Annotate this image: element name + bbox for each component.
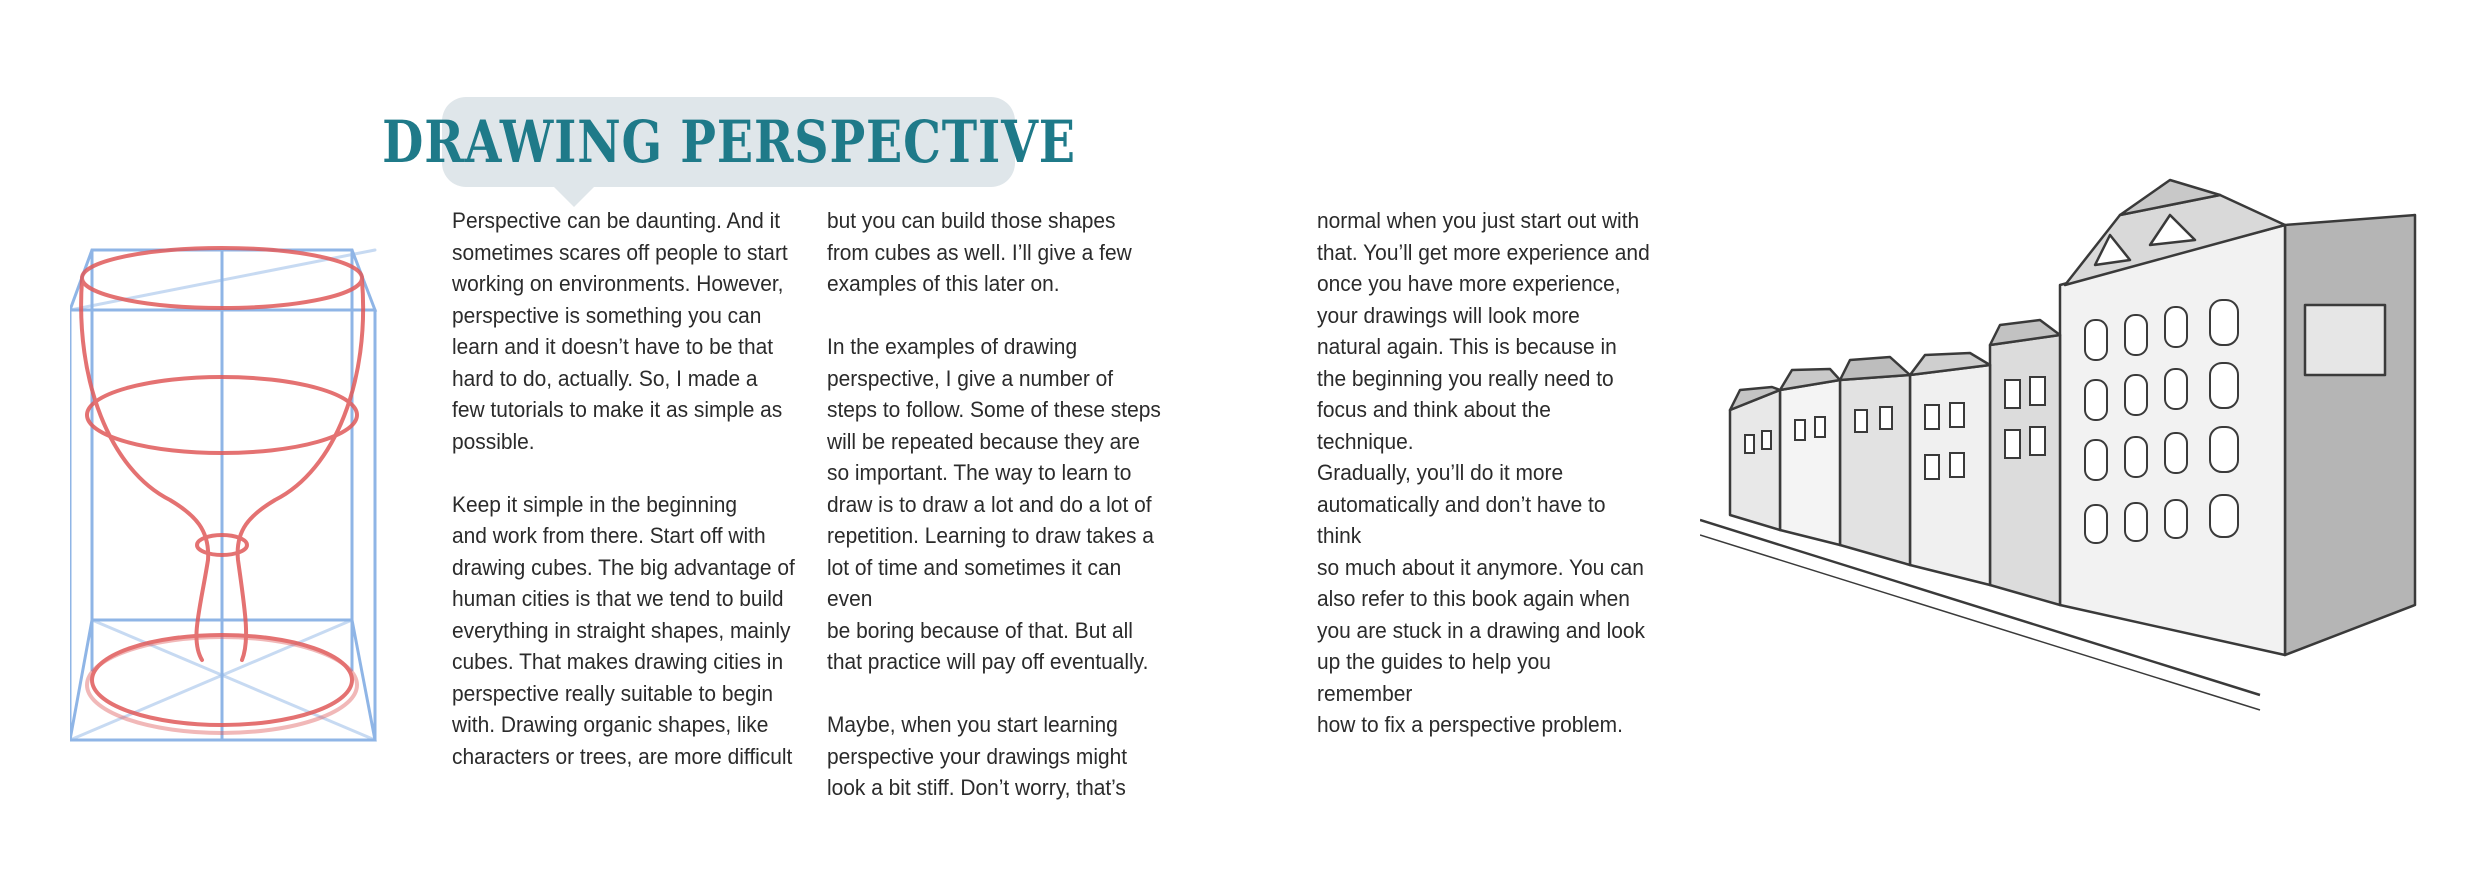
text-column-3: normal when you just start out with that. You’ll get more experience and once you have more experience, your drawings will look more natural again. This is because in the beginning you really need to focus and think about the technique. Gradually, you’ll do it more automatically and don’t have to think so much about it anymore. You can also refer to this book again when you are stuck in a drawing and look up the guides to help you remember how to fix a perspective problem. (1317, 208, 1650, 737)
title-bubble (381, 97, 1076, 187)
text-column-1: Perspective can be daunting. And it sometimes scares off people to start working on environments. However, perspective is something you can learn and it doesn’t have to be that hard to do, actually. So, I made a few tutorials to make it as simple as possible. Keep it simple in the beginning and work from there. Start off with drawing cubes. The big advantage of human cities is that we tend to build everything in straight shapes, mainly cubes. That makes drawing cities in perspective really suitable to begin with. Drawing organic shapes, like characters or trees, are more difficult (452, 208, 795, 769)
street-buildings-sketch (1700, 175, 2440, 715)
text-column-2: but you can build those shapes from cubes as well. I’ll give a few examples of this later on. In the examples of drawing perspective, I give a number of steps to follow. Some of these steps will be repeated because they are so important. The way to learn to draw is to draw a lot and do a lot of repetition. Learning to draw takes a lot of time and sometimes it can even be boring because of that. But all that practice will pay off eventually. Maybe, when you start learning perspective your drawings might look a bit stiff. Don’t worry, that’s (827, 208, 1161, 800)
page-title: DRAWING PERSPECTIVE (381, 108, 1076, 176)
wine-glass-sketch (70, 230, 400, 760)
